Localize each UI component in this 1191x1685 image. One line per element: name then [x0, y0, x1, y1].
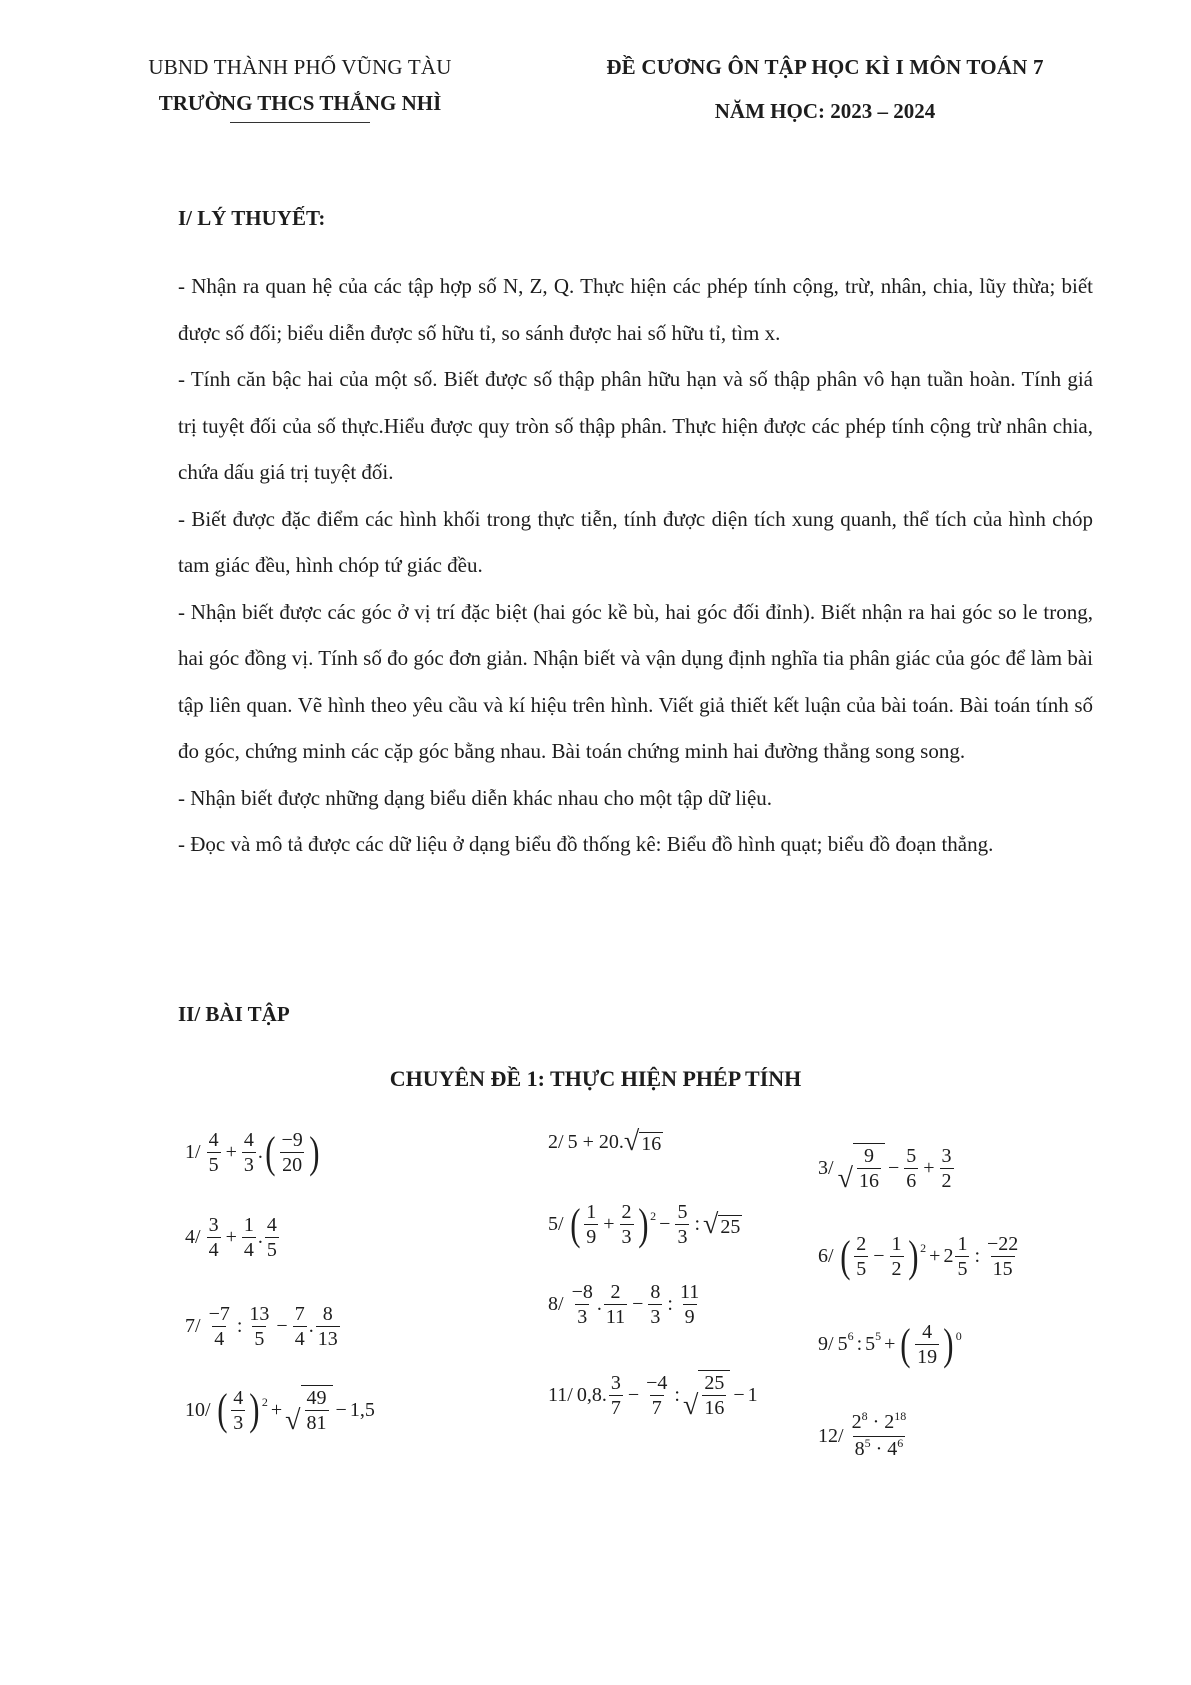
exercise-label: 11/ — [548, 1383, 573, 1406]
theory-paragraph: - Biết được đặc điểm các hình khối trong thực tiễn, tính được diện tích xung quanh, thể tích của hình chóp tam giác đều, hình chóp tứ giác đều. — [178, 506, 1093, 577]
theory-paragraph: - Tính căn bậc hai của một số. Biết được số thập phân hữu hạn và số thập phân vô hạn tuần hoàn. Tính giá trị tuyệt đối của số thực.Hiểu được quy tròn số thập phân. Thực hiện được các phép tính cộng trừ nhân chia, chứa dấu giá trị tuyệt đối. — [178, 367, 1093, 484]
exercise-3: 3/ √ $\frac{9}{16}$ − $\frac{5}{6}$ + $\frac{3}{2}$ — [818, 1144, 952, 1194]
document-title: ĐỀ CƯƠNG ÔN TẬP HỌC KÌ I MÔN TOÁN 7 — [606, 55, 1044, 79]
exercises-title: II/ BÀI TẬP — [178, 1002, 290, 1026]
theory-paragraph: - Nhận ra quan hệ của các tập hợp số N, Z, Q. Thực hiện các phép tính cộng, trừ, nhân, chia, lũy thừa; biết được số đối; biểu diễn được số hữu tỉ, so sánh được hai số hữu tỉ, tìm x. — [178, 274, 1093, 345]
exercise-6: 6/ ( $\frac{2}{5}$ − $\frac{1}{2}$ ) 2 + 2 $\frac{1}{5}$ : $\frac{-22}{15}$ — [818, 1231, 1019, 1281]
exercise-10: 10/ ( $\frac{4}{3}$ ) 2 + √ $\frac{49}{81}$ − 1,5 — [185, 1385, 375, 1436]
theory-title: I/ LÝ THUYẾT: — [178, 206, 326, 230]
exercise-label: 9/ — [818, 1333, 834, 1355]
exercise-1: 1/ $\frac{4}{5}$ + $\frac{4}{3}$ . ( $\frac{-9}{20}$ ) — [185, 1127, 320, 1177]
header-underline — [230, 122, 370, 123]
theory-body — [178, 263, 1093, 868]
exercise-label: 3/ — [818, 1156, 834, 1179]
exercise-label: 5/ — [548, 1213, 564, 1235]
exercise-label: 1/ — [185, 1141, 201, 1163]
exercise-label: 10/ — [185, 1398, 211, 1421]
exercise-5: 5/ ( $\frac{1}{9}$ + $\frac{2}{3}$ ) 2 − $\frac{5}{3}$ : √ 25 — [548, 1199, 741, 1249]
header-right — [545, 52, 1105, 126]
school-year: NĂM HỌC: 2023 – 2024 — [714, 99, 936, 123]
theory-paragraph: - Đọc và mô tả được các dữ liệu ở dạng biểu đồ thống kê: Biểu đồ hình quạt; biểu đồ đoạn thẳng. — [178, 832, 994, 856]
exercise-9: 9/ 5 6 : 5 5 + ( $\frac{4}{19}$ ) 0 — [818, 1319, 962, 1369]
theory-paragraph: - Nhận biết được những dạng biểu diễn khác nhau cho một tập dữ liệu. — [178, 785, 773, 810]
header-left — [100, 52, 500, 123]
exercise-8: 8/ $\frac{-8}{3}$ . $\frac{2}{11}$ − $\frac{8}{3}$ : $\frac{11}{9}$ — [548, 1281, 700, 1328]
topic-title: CHUYÊN ĐỀ 1: THỰC HIỆN PHÉP TÍNH — [389, 1066, 802, 1091]
exercise-label: 4/ — [185, 1226, 201, 1248]
exercise-4: 4/ $\frac{3}{4}$ + $\frac{1}{4}$ . $\frac{4}{5}$ — [185, 1214, 277, 1261]
exercise-label: 7/ — [185, 1315, 201, 1337]
exercise-7: 7/ $\frac{-7}{4}$ : $\frac{13}{5}$ − $\frac{7}{4}$ . $\frac{8}{13}$ — [185, 1303, 338, 1350]
exercise-label: 12/ — [818, 1425, 844, 1447]
school-name: TRƯỜNG THCS THẮNG NHÌ — [158, 91, 442, 115]
department-name: UBND THÀNH PHỐ VŨNG TÀU — [148, 55, 452, 79]
exercise-2: 2/ 5 + 20. √ 16 — [548, 1126, 662, 1157]
exercise-label: 2/ — [548, 1130, 564, 1153]
theory-paragraph: - Nhận biết được các góc ở vị trí đặc biệt (hai góc kề bù, hai góc đối đỉnh). Biết nhận ra hai góc so le trong, hai góc đồng vị. Tính số đo góc đơn giản. Nhận biết và vận dụng định nghĩa tia phân giác của góc để làm bài tập liên quan. Vẽ hình theo yêu cầu và kí hiệu trên hình. Viết giả thiết kết luận của bài toán. Bài toán tính số đo góc, chứng minh các cặp góc bằng nhau. Bài toán chứng minh hai đường thẳng song song. — [178, 599, 1093, 763]
exercise-label: 8/ — [548, 1293, 564, 1315]
exercise-12: 12/ $\frac{2^8 \cdot 2^{18}}{8^5 \cdot 4^6}$ — [818, 1410, 910, 1463]
exercise-label: 6/ — [818, 1245, 834, 1267]
exercise-11: 11/ 0,8. $\frac{3}{7}$ − $\frac{-4}{7}$ : √ $\frac{25}{16}$ − 1 — [548, 1371, 758, 1421]
